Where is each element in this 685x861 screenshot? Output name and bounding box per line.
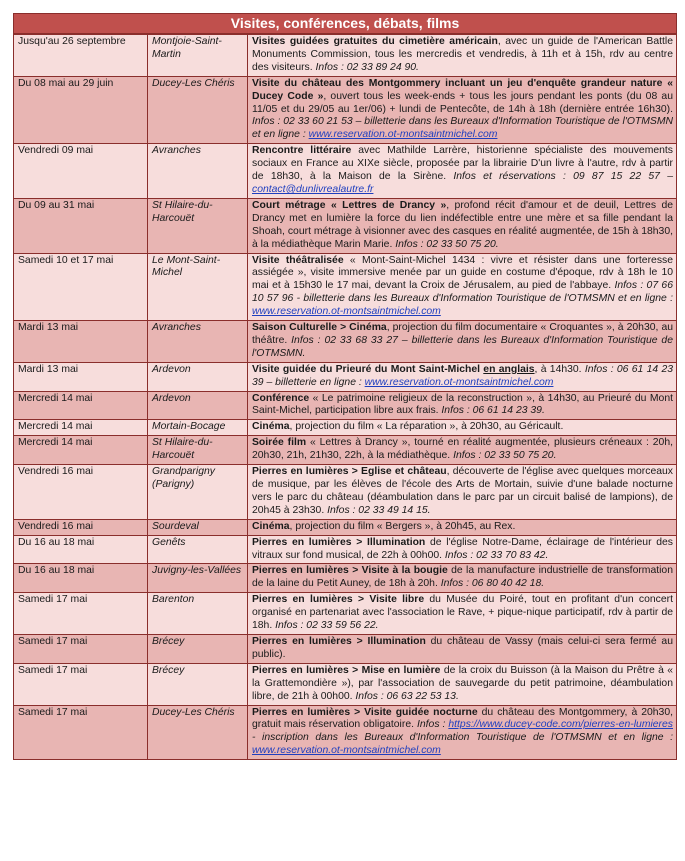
event-title: Rencontre littéraire — [252, 145, 352, 157]
event-place: Brécey — [148, 634, 248, 663]
event-info: Infos : 07 66 10 57 96 - billetterie dans les Bureaux d'Information Touristique de l'OTMSMN et en ligne : — [252, 280, 673, 305]
event-text: « Mont-Saint-Michel 1434 : vivre et résister dans une forteresse assiégée », visite immersive menée par un guide en costume d'époque, rdv à 18h le 10 mai et à 15h30 le 17 mai, devant la Croix de Jérusalem, au pied de l'abbaye. — [252, 254, 673, 292]
event-info: - inscription dans les Bureaux d'Information Touristique de l'OTMSMN et en ligne : — [252, 732, 673, 744]
event-title: Pierres en lumières > Visite à la bougie — [252, 565, 448, 577]
event-description — [248, 519, 677, 535]
event-info: Infos et réservations : 09 87 15 22 57 – — [453, 171, 673, 183]
event-info: Infos : 06 63 22 53 13. — [355, 690, 459, 702]
event-text: « Lettres à Drancy », tourné en réalité augmentée, plusieurs créneaux : 20h, 20h30, 21h, 21h30, 22h, à la médiathèque. — [252, 437, 673, 462]
event-description — [248, 593, 677, 635]
event-link[interactable]: https://www.ducey-code.com/pierres-en-lumieres — [448, 719, 673, 731]
event-text: du château des Montgommery, à 20h30, gratuit mais réservation obligatoire. — [252, 706, 673, 731]
event-text: de la croix du Buisson (à la Maison du Prêtre à « la Grattemondière »), par l'association de sauvegarde du petit patrimoine, déambulation libre, de 21h à 00h00. — [252, 664, 674, 702]
event-row — [14, 663, 677, 705]
event-info: Infos : 06 80 40 42 18. — [440, 578, 545, 590]
event-date: Vendredi 16 mai — [14, 519, 148, 535]
event-row — [14, 321, 677, 363]
event-text: , à 14h30. — [534, 363, 585, 375]
event-text: « Le patrimoine religieux de la reconstruction », à 14h30, au Prieuré du Mont Saint-Michel, participation libre aux frais. — [252, 392, 673, 417]
event-row — [14, 593, 677, 635]
event-link[interactable]: www.reservation.ot-montsaintmichel.com — [308, 129, 498, 141]
event-info: Infos : 02 33 49 14 15. — [327, 504, 431, 516]
event-link[interactable]: contact@dunlivrealautre.fr — [252, 183, 374, 195]
event-info: Infos : 02 33 50 75 20. — [453, 450, 557, 462]
event-description — [248, 321, 677, 363]
event-row — [14, 198, 677, 253]
event-date: Mardi 13 mai — [14, 321, 148, 363]
event-date: Samedi 17 mai — [14, 593, 148, 635]
event-place: Grandparigny (Parigny) — [148, 465, 248, 520]
event-place: Mortain-Bocage — [148, 420, 248, 436]
event-date: Samedi 17 mai — [14, 705, 148, 760]
event-title: Visites guidées gratuites du cimetière américain — [252, 36, 498, 47]
event-description — [248, 705, 677, 760]
event-text: , profond récit d'amour et de deuil, Lettres de Drancy met en lumière la force du lien indéfectible entre une mère et sa fille pendant la Shoah, court métrage à visionner avec des casques en réalité augmentée, de 15h à 18h30, à la médiathèque Marin Marie. — [252, 199, 674, 250]
event-place: Ardevon — [148, 362, 248, 391]
event-description — [248, 198, 677, 253]
event-title: Pierres en lumières > Illumination — [252, 635, 426, 647]
event-row — [14, 76, 677, 144]
event-title: Pierres en lumières > Visite libre — [252, 594, 425, 606]
event-link[interactable]: www.reservation.ot-montsaintmichel.com — [252, 306, 441, 318]
event-row — [14, 564, 677, 593]
event-date: Mercredi 14 mai — [14, 420, 148, 436]
event-link[interactable]: www.reservation.ot-montsaintmichel.com — [252, 745, 441, 757]
event-title: Pierres en lumières > Visite guidée nocturne — [252, 706, 478, 718]
event-date: Jusqu'au 26 septembre — [14, 35, 148, 77]
event-title: Visite guidée du Prieuré du Mont Saint-Michel — [252, 363, 484, 375]
event-row — [14, 144, 677, 199]
event-description — [248, 253, 677, 321]
event-date: Du 16 au 18 mai — [14, 564, 148, 593]
event-date: Samedi 17 mai — [14, 663, 148, 705]
event-place: Genêts — [148, 535, 248, 564]
event-description — [248, 362, 677, 391]
event-place: Montjoie-Saint-Martin — [148, 35, 248, 77]
event-description — [248, 35, 677, 77]
event-date: Du 08 mai au 29 juin — [14, 76, 148, 144]
event-link[interactable]: www.reservation.ot-montsaintmichel.com — [364, 376, 554, 388]
event-place: Avranches — [148, 321, 248, 363]
event-info: Infos : 02 33 70 83 42. — [444, 549, 549, 561]
event-place: Juvigny-les-Vallées — [148, 564, 248, 593]
event-description — [248, 465, 677, 520]
event-title: Soirée film — [252, 437, 307, 449]
event-description — [248, 564, 677, 593]
event-text: avec Mathilde Larrère, historienne spécialiste des mouvements sociaux en France au XIXe siècle, proposée par la librairie D'un livre à l'autre, rdv à partir de 18h30, à la Maison de la Sirène. — [252, 145, 673, 183]
event-row — [14, 362, 677, 391]
event-description — [248, 76, 677, 144]
event-text: , projection du film « La réparation », à 20h30, au Géricault. — [289, 421, 564, 433]
event-info: Infos : 02 33 59 56 22. — [275, 620, 379, 632]
event-title: Cinéma — [252, 520, 290, 532]
event-description — [248, 144, 677, 199]
event-title: Saison Culturelle > Cinéma — [252, 322, 387, 334]
event-info: Infos : 02 33 50 75 20. — [395, 238, 499, 250]
events-section — [13, 13, 677, 760]
event-text: de la manufacture industrielle de transformation de la laine du Petit Auney, de 18h à 20h. — [252, 565, 673, 590]
event-title: Pierres en lumières > Mise en lumière — [252, 664, 441, 676]
event-date: Samedi 17 mai — [14, 634, 148, 663]
event-date: Mardi 13 mai — [14, 362, 148, 391]
event-description — [248, 391, 677, 420]
event-row — [14, 391, 677, 420]
section-title: Visites, conférences, débats, films — [13, 13, 677, 34]
event-row — [14, 465, 677, 520]
event-text: , projection du film documentaire « Croquantes », à 20h30, au théâtre. — [252, 322, 673, 346]
event-date: Samedi 10 et 17 mai — [14, 253, 148, 321]
event-text: du château de Vassy (mais celui-ci sera fermé au public). — [252, 635, 673, 660]
event-row — [14, 535, 677, 564]
event-info: Infos : 02 33 68 33 27 – billetterie dans les Bureaux d'Information Touristique de l'OTMSMN. — [252, 334, 673, 359]
event-description — [248, 634, 677, 663]
event-date: Du 16 au 18 mai — [14, 535, 148, 564]
event-row — [14, 35, 677, 77]
event-info: Infos : 02 33 60 21 53 – billetterie dans les Bureaux d'Information Touristique de l'OTMSMN et en ligne : — [252, 116, 673, 141]
event-text: de l'église Notre-Dame, éclairage de l'intérieur des vitraux sur fond musical, de 22h à 00h00. — [252, 536, 673, 561]
event-place: Le Mont-Saint-Michel — [148, 253, 248, 321]
event-info: Infos : — [416, 719, 449, 731]
event-place: Ducey-Les Chéris — [148, 705, 248, 760]
event-text: , découverte de l'église avec quelques morceaux de musique, par les élèves de l'école des Arts de Mortain, suivie d'une balade nocturne vers le parc du château (déambulation dans le parc par un circuit balisé de lampions), de 20h45 à 23h30. — [252, 466, 673, 516]
event-place: St Hilaire-du-Harcouët — [148, 436, 248, 465]
event-row — [14, 705, 677, 760]
event-text: , projection du film « Bergers », à 20h45, au Rex. — [289, 520, 516, 532]
event-date: Du 09 au 31 mai — [14, 198, 148, 253]
event-description — [248, 535, 677, 564]
events-table-body — [14, 35, 677, 760]
event-title: Cinéma — [252, 421, 290, 433]
event-title: Court métrage « Lettres de Drancy » — [252, 199, 447, 211]
event-row — [14, 420, 677, 436]
event-place: Ardevon — [148, 391, 248, 420]
event-info: Infos : 02 33 89 24 90. — [315, 61, 419, 73]
event-title: Visite théâtralisée — [252, 254, 344, 266]
event-date: Vendredi 09 mai — [14, 144, 148, 199]
event-text: , avec un guide de l'American Battle Monuments Commission, tous les mercredis et vendredis, à 11h et à 15h, rdv au centre des visiteurs. — [252, 36, 673, 73]
event-date: Vendredi 16 mai — [14, 465, 148, 520]
event-date: Mercredi 14 mai — [14, 436, 148, 465]
event-title: Conférence — [252, 392, 310, 404]
event-title: Pierres en lumières > Illumination — [252, 536, 426, 548]
event-info: Infos : 06 61 14 23 39 – billetterie en ligne : — [252, 363, 673, 388]
event-description — [248, 436, 677, 465]
event-text: du Musée du Poiré, tout en profitant d'un concert organisé en partenariat avec l'association le Rave, + pique-nique participatif, rdv à partir de 18h. — [252, 594, 673, 632]
event-place: Brécey — [148, 663, 248, 705]
event-row — [14, 436, 677, 465]
event-text: , ouvert tous les week-ends + tous les jours pendant les ponts (du 08 au 11/05 et du 29/05 au 1er/06) + lundi de Pentecôte, de 14h à 18h (dernière entrée 16h30). — [252, 90, 673, 115]
event-place: Ducey-Les Chéris — [148, 76, 248, 144]
events-table — [13, 34, 677, 760]
event-title: Pierres en lumières > Eglise et château — [252, 466, 447, 478]
event-place: Avranches — [148, 144, 248, 199]
event-title: Visite du château des Montgommery incluant un jeu d'enquête grandeur nature « Ducey Code » — [252, 77, 673, 102]
event-description — [248, 420, 677, 436]
event-place: St Hilaire-du-Harcouët — [148, 198, 248, 253]
event-place: Barenton — [148, 593, 248, 635]
event-title: en anglais — [483, 363, 535, 375]
event-place: Sourdeval — [148, 519, 248, 535]
event-description — [248, 663, 677, 705]
event-row — [14, 519, 677, 535]
event-row — [14, 253, 677, 321]
event-row — [14, 634, 677, 663]
event-date: Mercredi 14 mai — [14, 391, 148, 420]
event-info: Infos : 06 61 14 23 39. — [441, 405, 545, 417]
